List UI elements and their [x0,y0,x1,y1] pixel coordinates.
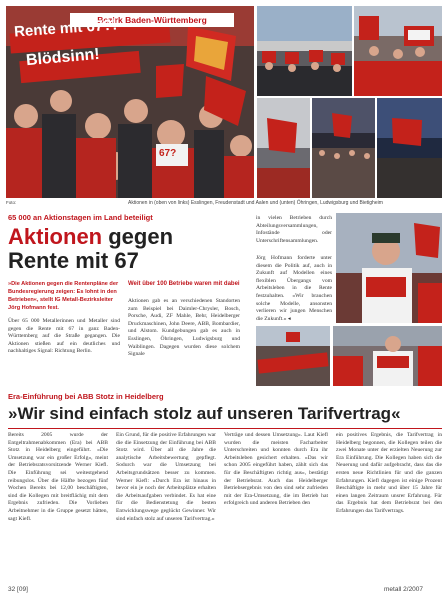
page-number: 32 [8,586,16,593]
article1-col2-body: Aktionen gab es an verschiedenen Standorten zum Beispiel bei Daimler-Chrysler, Bosch, Porsche, Audi, ZF Mahle, Behr, Heidelberger Druckmaschinen, John Deere, ABB, Bombardier, und Alstom. Kundgebungen gab es auch in Esslingen, Öhringen, Ludwigsburg und Waiblingen. Dagegen wurden diese solchem Signale [128,298,240,358]
footer-page-number [8,586,28,593]
sign-67-text: 67? [159,148,177,159]
article2-col4: ein positives Ergebnis, die Tarifvertrag in Heidelberg begonnen, die Kollegen teilen die zwei Monate unter der erzielten Neuerung zur Era Einführung. Die Kollegen haben sich die Neuerung und dafür aufgebracht, dass das die ersten neue Richtlinien für und die ganzen Erfahrungen. Kiefl dagegen ist einige Prozent Beschäftigte in mehr und über 15 Jahre für einen langen Zeitraum unsrer Erfahrung. Für das Ergebnis hat dem Betriebsrat bei den Erfahrungen das Tarifvertrags. [336,432,442,514]
article2-col3: Verträge und dessen Umsetzung«. Laut Kiefl wurden die meisten Facharbeiter Unterschreiten und konnten durch Era ihr Arbeitsleben gesichert erhalten. »Das wir schon 2005 eingeführt haben, zählt sich das für die Beschäftigten richtig aus«, bestätigt der Betriebsrat. Auch das Heidelberger Betriebsergebnis von den sind sehr zufrieden mit der Era-Umsetzung, die im Betrieb hat erfolgreich und anderen Betrieben den [224,432,328,507]
article2-kicker: Era-Einführung bei ABB Stotz in Heidelberg [8,392,164,401]
headline-black-word: gegen [102,224,174,249]
photo-ludwigsburg [312,98,375,198]
article1-col3-body-a: in vielen Betrieben durch Abteilungsversammlungen, Infostände oder Unterschriftensammlungen. [256,215,332,244]
photo-credit: Foto: [6,200,17,205]
article2-col2: Ein Grund, für die positive Erfahrungen war die die Einsetzung der Einführung bei ABB Stotz wird. Über all die Jahre die analytische Arbeitsbewertung gepflegt. Sodurch war die Umsetzung bei Arbeitsgrundsätzen besser zu kommen. Werner Kiefl: »Durch Era ist hinaus in bevor ein je noch der Arbeitsplätze erhalten die Arbeitsaufgaben verbindet. Es hat eine für die Bedienstetung die besten Entwicklungswege geglückt Gewinner. Wir sind einfach stolz auf unseren Tarifvertrag.« [116,432,216,522]
article2-headline: »Wir sind einfach stolz auf unseren Tarifvertrag« [8,404,401,423]
photo-women-danke [333,326,442,386]
photo-freudenstadt [257,6,352,96]
sign-rente-text: Rente mit 67?! [13,16,118,41]
region-tag: Bezirk Baden-Württemberg [70,13,234,27]
photo-man-danke [336,213,442,323]
article1-kicker: 65 000 an Aktionstagen im Land beteiligt [8,213,153,222]
photo-oehringen [257,98,310,198]
article1-col3-body-b: Jörg Hofmann forderte unter diesem die Politik auf, auch in Zukunft auf Modellen eines flexiblen Übergangs vom Arbeitsleben in die Rente festzuhalten. »Wir brauchen solche Modelle, ansonsten verlieren wir jungen Menschen die Zukunft.« ◂ [256,255,332,322]
article2-rule [8,428,442,429]
article1-headline-line2: Rente mit 67 [8,248,139,273]
photo-caption: Aktionen in (oben von links) Esslingen, Freudenstadt und Aalen und (unten) Öhringen, Ludwigsburg und Bietigheim [128,200,383,206]
footer-magazine: metall 2/2007 [384,586,424,593]
headline-red-word: Aktionen [8,224,103,249]
photo-aalen [354,6,442,96]
article1-lead: »Die Aktionen gegen die Rentenpläne der Bundesregierung zeigen: Es lohnt in den Betrieben«, stellt IG Metall-Bezirksleiter Jörg Hofmann fest. [8,281,119,311]
article2-col1: Bereits 2005 wurde der Entgeltrahmenabkommen (Era) bei ABB Stotz in Heidelberg eingeführt. »Die Umsetzung war ein großer Erfolg«, meint der Betriebsratsvorsitzende Werner Kiefl. Die Einführung sei weitestgehend reibungslos. Über die Hälfte bezogen fünf Wochen Bereits bei 12,00 beschäftigten, sind die Kollegen mit breitflächig mit dem Ergebnis zufrieden. Die Vorlieben Arbeitnehmer in die Gruppe gesetzt hätten, sagt Kiefl. [8,432,108,522]
photo-bietigheim [377,98,442,198]
edition-number: [09] [17,586,28,593]
main-demo-photo [6,6,254,198]
photo-demo-banner [256,326,330,386]
sign-bloedsinn-text: Blödsinn! [25,45,101,70]
article1-col2-subhead: Weit über 100 Betriebe waren mit dabei [128,281,240,287]
article1-col1-body: Über 65 000 Metallerinnen und Metaller sind gegen die Rente mit 67 in ganz Baden-Württemberg auf die Straße gegangen. Die Aktionen stießen auf ein deutliches und nachhaltiges Signal: Richtung Berlin. [8,318,120,355]
article1-headline [8,226,173,248]
